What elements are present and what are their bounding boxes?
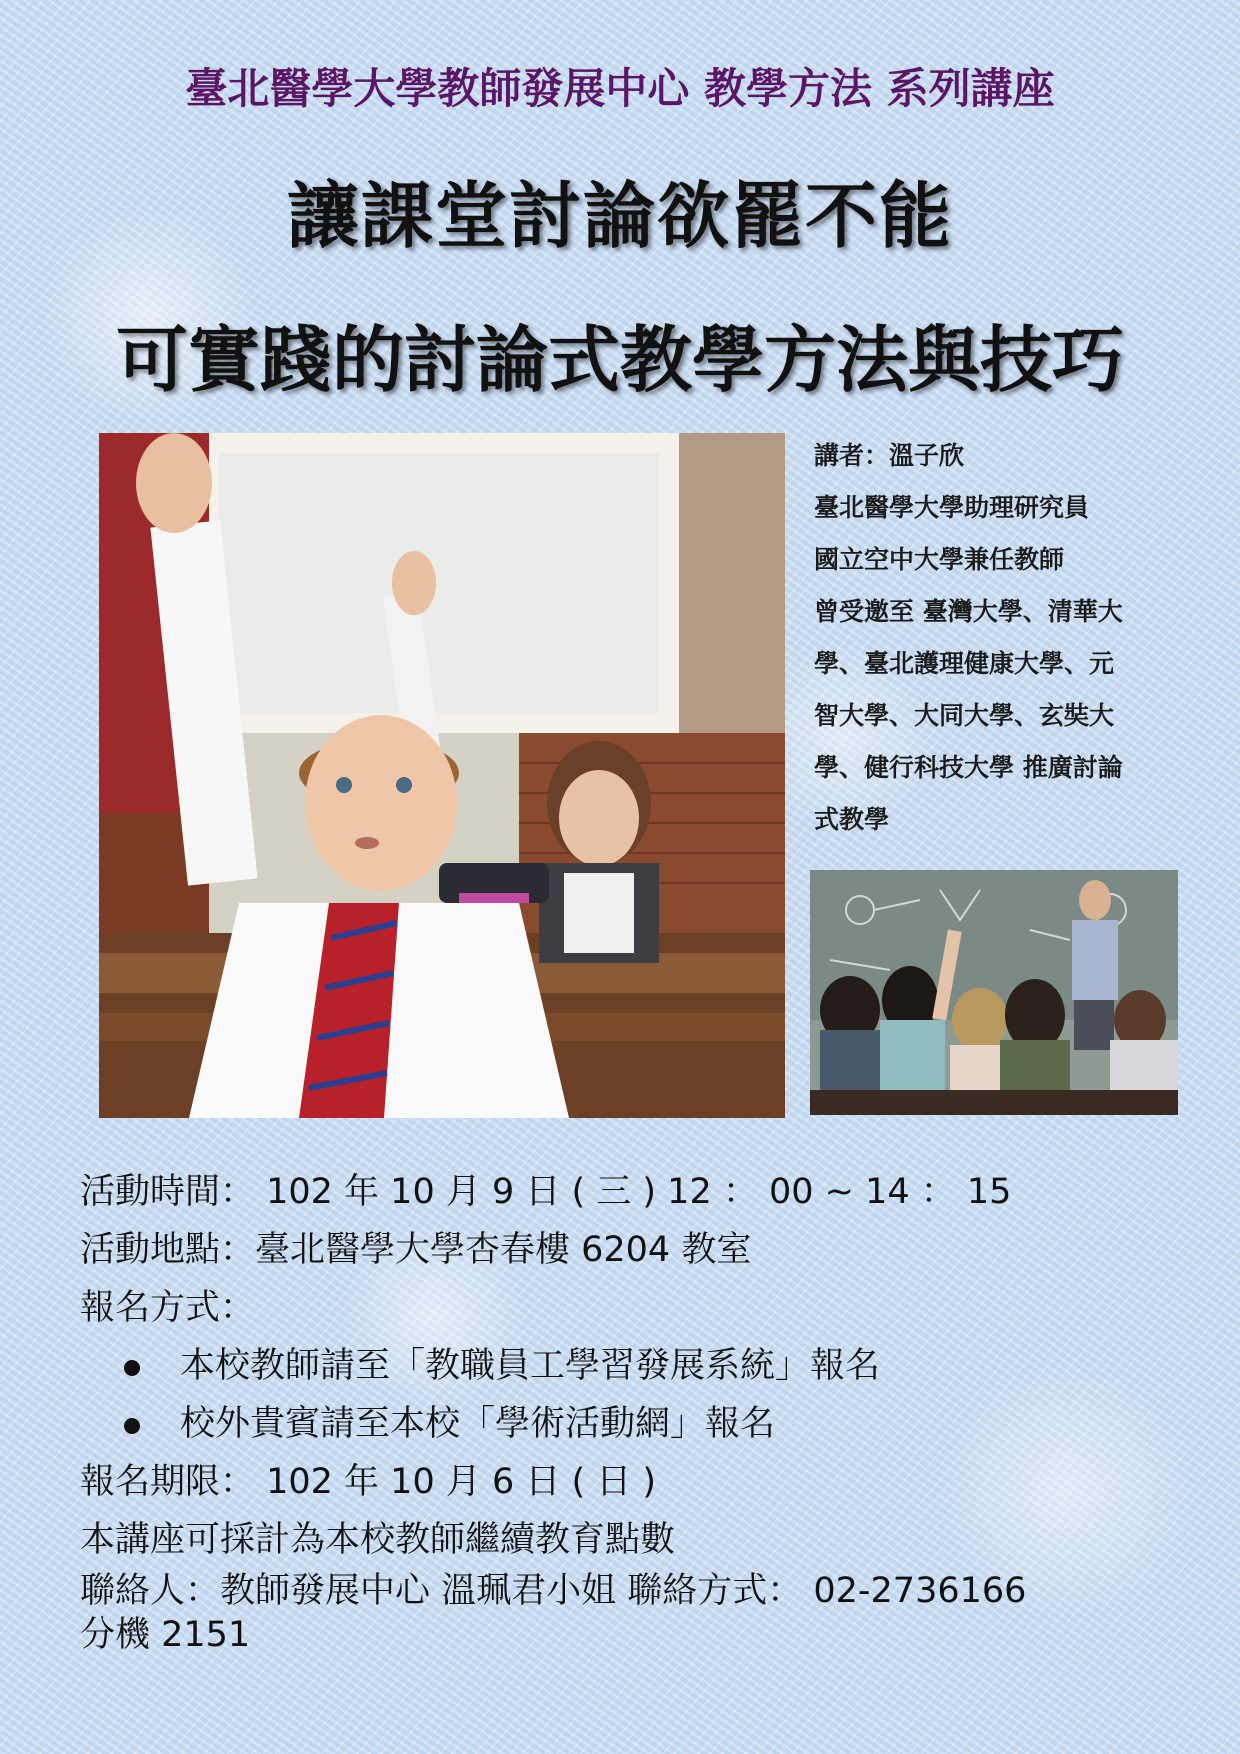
- speaker-affiliation-2: 國立空中大學兼任教師: [814, 545, 1065, 574]
- lecture-title: 讓課堂討論欲罷不能: [286, 173, 953, 258]
- classroom-photo-raised-hands: [99, 433, 785, 1118]
- registration-deadline: 報名期限： 102 年 10 月 6 日 ( 日 ): [80, 1462, 657, 1502]
- event-location: 活動地點：臺北醫學大學杏春樓 6204 教室: [80, 1230, 752, 1270]
- lecture-hall-photo: [810, 870, 1178, 1115]
- registration-label: 報名方式：: [80, 1288, 256, 1328]
- registration-item-text: 本校教師請至「教職員工學習發展系統」報名: [180, 1346, 881, 1386]
- event-time: 活動時間： 102 年 10 月 9 日 ( 三 ) 12 ： 00 ~ 14 ： 15: [80, 1172, 1012, 1212]
- speaker-info: [814, 430, 1184, 846]
- speaker-invited-4: 學、健行科技大學 推廣討論: [814, 753, 1123, 782]
- series-title: 臺北醫學大學教師發展中心 教學方法 系列講座: [185, 64, 1055, 113]
- lecture-subtitle: 可實踐的討論式教學方法與技巧: [115, 317, 1124, 402]
- speaker-invited-3: 智大學、大同大學、玄奘大: [814, 701, 1115, 730]
- lecture-illustration: [810, 870, 1178, 1115]
- credit-note: 本講座可採計為本校教師繼續教育點數: [80, 1520, 676, 1560]
- event-details: [80, 1163, 1200, 1657]
- bullet-icon: [124, 1418, 140, 1434]
- contact-line: 聯絡人：教師發展中心 溫珮君小姐 聯絡方式： 02-2736166: [80, 1571, 1027, 1611]
- bullet-icon: [124, 1360, 140, 1376]
- speaker-invited-5: 式教學: [814, 805, 890, 834]
- speaker-invited-1: 曾受邀至 臺灣大學、清華大: [814, 597, 1123, 626]
- registration-item-text: 校外貴賓請至本校「學術活動網」報名: [180, 1404, 776, 1444]
- speaker-affiliation-1: 臺北醫學大學助理研究員: [814, 493, 1090, 522]
- registration-item-internal: [80, 1337, 1200, 1395]
- speaker-name: 講者：溫子欣: [814, 441, 965, 470]
- classroom-illustration: [99, 433, 785, 1118]
- registration-item-external: [80, 1395, 1200, 1453]
- speaker-invited-2: 學、臺北護理健康大學、元: [814, 649, 1115, 678]
- contact-extension: 分機 2151: [80, 1615, 251, 1655]
